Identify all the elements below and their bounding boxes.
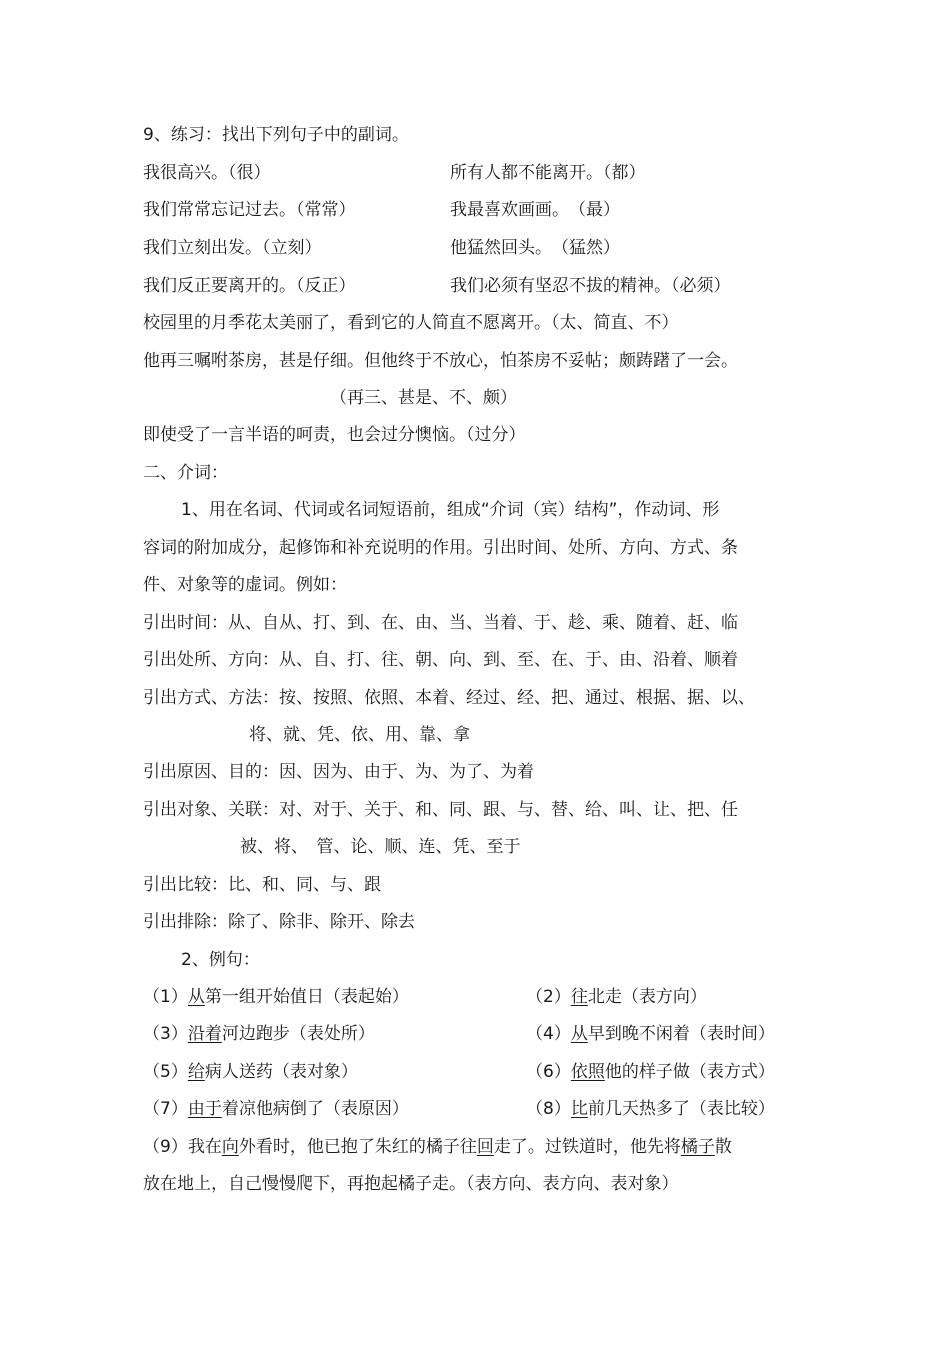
- example-item: [526, 1061, 775, 1083]
- preposition-word: 依照: [570, 1062, 605, 1082]
- example-rest: 第一组开始值日（表起始）: [204, 987, 409, 1007]
- example-rest: 前几天热多了（表比较）: [587, 1099, 775, 1119]
- example-rest: 病人送药（表对象）: [204, 1062, 358, 1082]
- example-item: [526, 1023, 775, 1045]
- example-9-line-1: [143, 1136, 732, 1158]
- category-object: 引出对象、关联：对、对于、关于、和、同、跟、与、替、给、叫、让、把、任: [143, 800, 738, 820]
- definition-paragraph: 件、对象等的虚词。例如：: [143, 575, 347, 595]
- example-item: [526, 986, 707, 1008]
- example-item: [526, 1098, 775, 1120]
- example-rest: 河边跑步（表处所）: [221, 1024, 375, 1044]
- example-number: （4）: [526, 1024, 571, 1044]
- example-sentence: 我们常常忘记过去。（常常）: [143, 200, 356, 220]
- preposition-word: 由于: [187, 1099, 222, 1119]
- preposition-word: 沿着: [187, 1024, 222, 1044]
- preposition-word: 往: [570, 987, 588, 1007]
- example-text: 外看时，他已抱了朱红的橘子往: [238, 1137, 477, 1157]
- example-sentence: 我们必须有坚忍不拔的精神。（必须）: [450, 276, 731, 296]
- example-sentence: 我们立刻出发。（立刻）: [143, 238, 322, 258]
- example-text: （9）我在: [143, 1137, 222, 1157]
- example-rest: 北走（表方向）: [587, 987, 707, 1007]
- example-sentence: 他再三嘱咐茶房，甚是仔细。但他终于不放心，怕茶房不妥帖；颇踌躇了一会。: [143, 351, 738, 371]
- example-rest: 他的样子做（表方式）: [604, 1062, 775, 1082]
- example-number: （7）: [143, 1099, 188, 1119]
- category-compare: 引出比较：比、和、同、与、跟: [143, 875, 381, 895]
- example-number: （3）: [143, 1024, 188, 1044]
- category-manner-cont: 将、就、凭、依、用、靠、拿: [249, 725, 470, 745]
- exercise-heading: 9、练习：找出下列句子中的副词。: [143, 125, 409, 145]
- category-reason: 引出原因、目的：因、因为、由于、为、为了、为着: [143, 762, 534, 782]
- example-sentence: 他猛然回头。 （猛然）: [450, 238, 620, 258]
- examples-heading: 2、例句：: [181, 950, 260, 970]
- example-9-line-2: 放在地上，自己慢慢爬下，再抱起橘子走。（表方向、表方向、表对象）: [143, 1174, 679, 1194]
- example-number: （5）: [143, 1062, 188, 1082]
- category-object-cont: 被、将、 管、论、顺、连、凭、至于: [240, 837, 521, 857]
- category-manner: 引出方式、方法：按、按照、依照、本着、经过、经、把、通过、根据、据、以、: [143, 688, 755, 708]
- example-text: 走了。过铁道时，他先将: [493, 1137, 681, 1157]
- example-number: （6）: [526, 1062, 571, 1082]
- definition-paragraph: 容词的附加成分，起修饰和补充说明的作用。引出时间、处所、方向、方式、条: [143, 538, 738, 558]
- section-heading: 二、介词：: [143, 463, 228, 483]
- example-item: [143, 1023, 375, 1045]
- preposition-word: 向: [221, 1137, 239, 1157]
- example-sentence: 我很高兴。（很）: [143, 163, 271, 183]
- example-rest: 早到晚不闲着（表时间）: [587, 1024, 775, 1044]
- example-sentence: 所有人都不能离开。（都）: [450, 163, 646, 183]
- example-number: （1）: [143, 987, 188, 1007]
- example-number: （2）: [526, 987, 571, 1007]
- example-item: [143, 986, 409, 1008]
- preposition-word: 从: [187, 987, 205, 1007]
- example-sentence: 我们反正要离开的。（反正）: [143, 276, 356, 296]
- definition-paragraph: 1、用在名词、代词或名词短语前，组成“介词（宾）结构”，作动词、形: [181, 500, 720, 520]
- example-sentence: 我最喜欢画画。 （最）: [450, 200, 620, 220]
- category-time: 引出时间：从、自从、打、到、在、由、当、当着、于、趁、乘、随着、赶、临: [143, 613, 738, 633]
- category-exclude: 引出排除：除了、除非、除开、除去: [143, 912, 415, 932]
- example-sentence: 即使受了一言半语的呵责，也会过分懊恼。（过分）: [143, 425, 526, 445]
- example-answer: （再三、甚是、不、颇）: [330, 388, 517, 408]
- preposition-word: 从: [570, 1024, 588, 1044]
- preposition-word: 橘子: [680, 1137, 715, 1157]
- preposition-word: 比: [570, 1099, 588, 1119]
- example-item: [143, 1061, 358, 1083]
- example-sentence: 校园里的月季花太美丽了，看到它的人简直不愿离开。（太、简直、不）: [143, 313, 679, 333]
- preposition-word: 回: [476, 1137, 494, 1157]
- preposition-word: 给: [187, 1062, 205, 1082]
- category-place: 引出处所、方向：从、自、打、往、朝、向、到、至、在、于、由、沿着、顺着: [143, 650, 738, 670]
- example-text: 散: [714, 1137, 732, 1157]
- example-number: （8）: [526, 1099, 571, 1119]
- example-rest: 着凉他病倒了（表原因）: [221, 1099, 409, 1119]
- example-item: [143, 1098, 409, 1120]
